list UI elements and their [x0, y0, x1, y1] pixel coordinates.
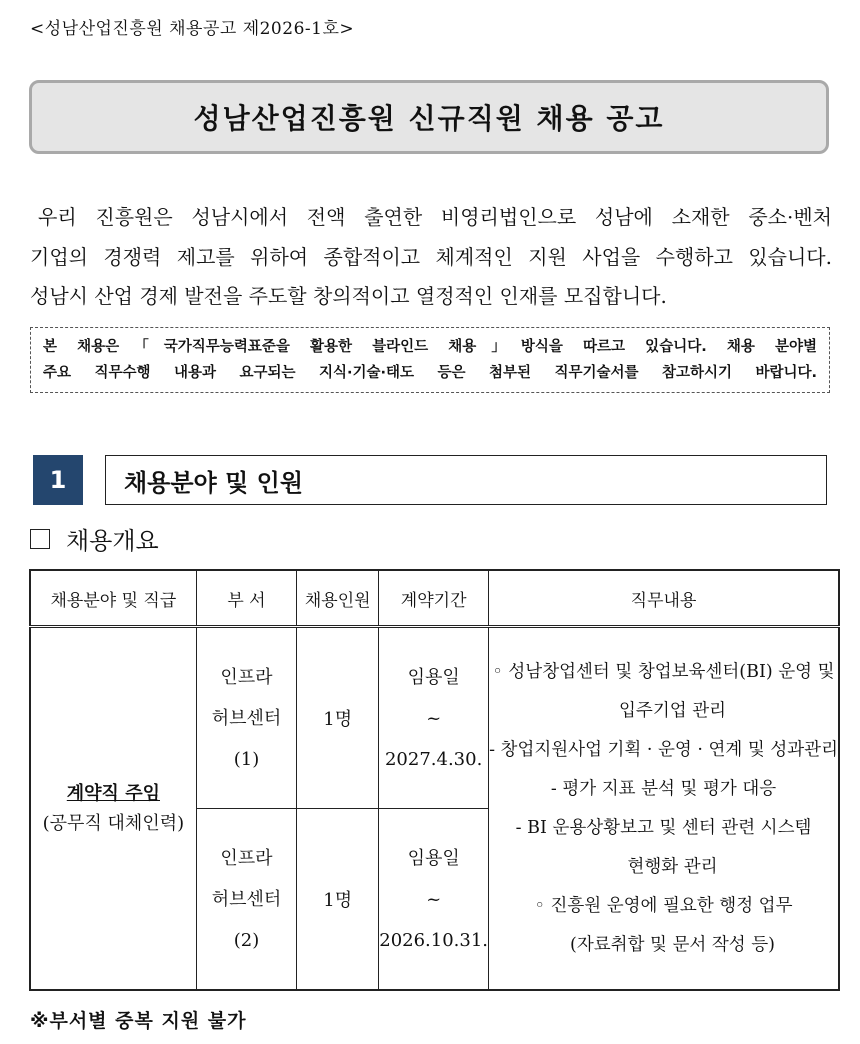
dept-line: 허브센터: [211, 707, 282, 729]
header-department: 부 서: [196, 570, 296, 627]
position-title: 계약직 주임: [66, 782, 160, 804]
duty-line: ◦ 진흥원 운영에 필요한 행정 업무: [534, 895, 793, 916]
header-duties: 직무내용: [489, 570, 839, 627]
department-cell: [196, 627, 296, 809]
header-headcount: 채용인원: [297, 570, 379, 627]
note-line-2: 주요 직무수행 내용과 요구되는 지식·기술·태도 등은 첨부된 직무기술서를 참고하시기 바랍니다.: [43, 365, 817, 381]
position-cell: [30, 627, 196, 991]
subheading-label: 채용개요: [66, 527, 159, 555]
recruitment-table: [29, 569, 840, 991]
duty-line: (자료취합 및 문서 작성 등): [570, 934, 776, 955]
table-row: [30, 627, 839, 809]
note-line-1: 본 채용은「국가직무능력표준을 활용한 블라인드 채용」방식을 따르고 있습니다. 채용 분야별: [43, 339, 817, 355]
dept-line: (2): [233, 929, 260, 951]
checkbox-icon: [30, 529, 50, 549]
intro-line-1: 우리 진흥원은 성남시에서 전액 출연한 비영리법인으로 성남에 소재한 중소·벤처: [38, 205, 832, 229]
table-header-row: [30, 570, 839, 627]
position-subtitle: (공무직 대체인력): [42, 812, 185, 834]
section-number-badge: 1: [33, 455, 83, 505]
dept-line: 인프라: [220, 666, 273, 688]
dept-line: 허브센터: [211, 888, 282, 910]
header-position: 채용분야 및 직급: [30, 570, 196, 627]
contract-period-cell: [379, 809, 489, 990]
section-title: 채용분야 및 인원: [105, 455, 827, 505]
dept-line: 인프라: [220, 847, 273, 869]
duty-line: - 창업지원사업 기획 · 운영 · 연계 및 성과관리: [489, 739, 838, 760]
duty-line: - BI 운용상황보고 및 센터 관련 시스템: [515, 817, 812, 838]
intro-paragraph: [30, 198, 832, 317]
subheading: [30, 521, 159, 556]
intro-line-3: 성남시 산업 경제 발전을 주도할 창의적이고 열정적인 인재를 모집합니다.: [30, 284, 667, 308]
footnote: ※부서별 중복 지원 불가: [30, 1010, 247, 1032]
period-line: 임용일: [407, 666, 460, 688]
period-line: ~: [426, 707, 442, 729]
period-line: ~: [426, 888, 442, 910]
duty-line: 입주기업 관리: [619, 700, 727, 721]
period-line: 임용일: [407, 847, 460, 869]
contract-period-cell: [379, 627, 489, 809]
notice-number: <성남산업진흥원 채용공고 제2026-1호>: [30, 19, 355, 39]
blind-hiring-note: [30, 327, 830, 393]
period-line: 2026.10.31.: [379, 929, 489, 951]
headcount-cell: 1명: [297, 809, 379, 990]
duty-line: ◦ 성남창업센터 및 창업보육센터(BI) 운영 및: [492, 661, 835, 682]
duties-cell: [489, 627, 839, 991]
page-title: 성남산업진흥원 신규직원 채용 공고: [193, 102, 665, 135]
department-cell: [196, 809, 296, 990]
duty-line: 현행화 관리: [627, 856, 718, 877]
title-banner: [29, 80, 829, 154]
header-contract-period: 계약기간: [379, 570, 489, 627]
intro-line-2: 기업의 경쟁력 제고를 위하여 종합적이고 체계적인 지원 사업을 수행하고 있습니다.: [30, 244, 832, 269]
period-line: 2027.4.30.: [384, 748, 483, 770]
headcount-cell: 1명: [297, 627, 379, 809]
duty-line: - 평가 지표 분석 및 평가 대응: [550, 778, 777, 799]
dept-line: (1): [233, 748, 260, 770]
